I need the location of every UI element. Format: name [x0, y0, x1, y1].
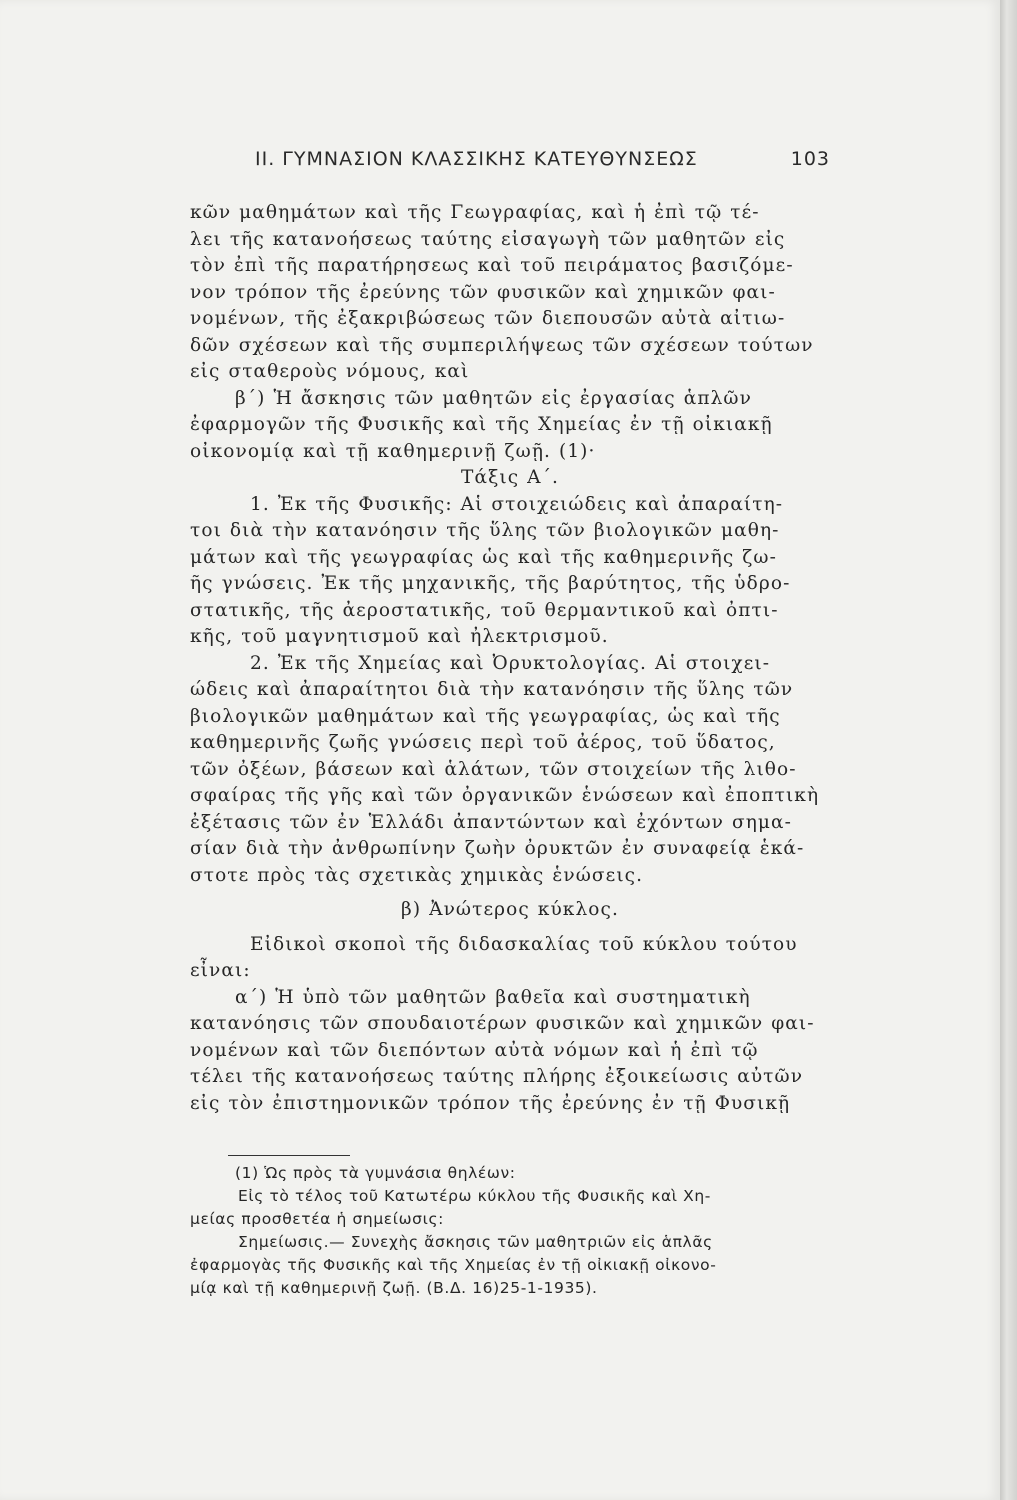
text-line: τὸν ἐπὶ τῆς παρατήρησεως καὶ τοῦ πειράματος βασιζόμε- [190, 255, 794, 276]
text-line: Εἰδικοὶ σκοποὶ τῆς διδασκαλίας τοῦ κύκλου τούτου [250, 933, 798, 955]
text-line: ώδεις καὶ ἀπαραίτητοι διὰ τὴν κατανόησιν τῆς ὕλης τῶν [190, 679, 794, 700]
footnote-line: μίᾳ καὶ τῇ καθημερινῇ ζωῇ. (Β.Δ. 16)25-1-1935). [190, 1279, 598, 1297]
footnote-line: (1) Ὡς πρὸς τὰ γυμνάσια θηλέων: [235, 1164, 516, 1182]
text-line: ἐφαρμογῶν τῆς Φυσικῆς καὶ τῆς Χημείας ἐν τῇ οἰκιακῇ [190, 414, 773, 435]
text-line: 2. Ἐκ τῆς Χημείας καὶ Ὀρυκτολογίας. Αἱ στοιχει- [250, 652, 771, 674]
main-text [190, 200, 830, 1117]
footnote-rule [228, 1155, 350, 1156]
text-line: τῶν ὀξέων, βάσεων καὶ ἁλάτων, τῶν στοιχείων τῆς λιθο- [190, 758, 797, 780]
class-heading: Τάξις Α΄. [461, 467, 559, 488]
text-line: σφαίρας τῆς γῆς καὶ τῶν ὀργανικῶν ἑνώσεων καὶ ἐποπτικὴ [190, 785, 820, 806]
footnote-line: Εἰς τὸ τέλος τοῦ Κατωτέρω κύκλου τῆς Φυσικῆς καὶ Χη- [238, 1187, 712, 1205]
text-line: νομένων καὶ τῶν διεπόντων αὐτὰ νόμων καὶ ἡ ἐπὶ τῷ [190, 1039, 759, 1061]
section-heading: β) Ἀνώτερος κύκλος. [401, 899, 619, 920]
page-number: 103 [790, 148, 830, 170]
text-line: 1. Ἐκ τῆς Φυσικῆς: Αἱ στοιχειώδεις καὶ ἀπαραίτη- [250, 493, 784, 515]
text-line: τοι διὰ τὴν κατανόησιν τῆς ὕλης τῶν βιολογικῶν μαθη- [190, 520, 780, 541]
text-line: στατικῆς, τῆς ἀεροστατικῆς, τοῦ θερμαντικοῦ καὶ ὀπτι- [190, 599, 779, 621]
text-line: νομένων, τῆς ἐξακριβώσεως τῶν διεπουσῶν αὐτὰ αἰτιω- [190, 308, 786, 329]
text-line: ῆς γνώσεις. Ἐκ τῆς μηχανικῆς, τῆς βαρύτητος, τῆς ὑδρο- [190, 573, 791, 594]
text-line: εἶναι: [190, 960, 251, 981]
footnote-line: ἐφαρμογὰς τῆς Φυσικῆς καὶ τῆς Χημείας ἐν τῇ οἰκιακῇ οἰκονο- [190, 1256, 717, 1274]
section-title: ΙΙ. ΓΥΜΝΑΣΙΟΝ ΚΛΑΣΣΙΚΗΣ ΚΑΤΕΥΘΥΝΣΕΩΣ [255, 148, 698, 170]
text-line: καθημερινῆς ζωῆς γνώσεις περὶ τοῦ ἀέρος, τοῦ ὕδατος, [190, 732, 776, 753]
text-line: κῶν μαθημάτων καὶ τῆς Γεωγραφίας, καὶ ἡ ἐπὶ τῷ τέ- [190, 202, 760, 223]
text-line: εἰς τὸν ἐπιστημονικῶν τρόπον τῆς ἐρεύνης ἐν τῇ Φυσικῇ [190, 1092, 791, 1114]
text-line: νον τρόπον τῆς ἐρεύνης τῶν φυσικῶν καὶ χημικῶν φαι- [190, 281, 776, 303]
text-line: δῶν σχέσεων καὶ τῆς συμπεριλήψεως τῶν σχέσεων τούτων [190, 334, 814, 356]
text-line: λει τῆς κατανοήσεως ταύτης εἰσαγωγὴ τῶν μαθητῶν εἰς [190, 228, 786, 250]
text-line: ἐξέτασις τῶν ἐν Ἑλλάδι ἀπαντώντων καὶ ἐχόντων σημα- [190, 811, 792, 833]
text-line: στοτε πρὸς τὰς σχετικὰς χημικὰς ἑνώσεις. [190, 864, 644, 886]
running-header [255, 148, 830, 170]
text-line: α΄) Ἡ ὑπὸ τῶν μαθητῶν βαθεῖα καὶ συστηματικὴ [235, 986, 751, 1008]
footnote-line: μείας προσθετέα ἡ σημείωσις: [190, 1210, 444, 1228]
text-line: σίαν διὰ τὴν ἀνθρωπίνην ζωὴν ὀρυκτῶν ἐν συναφείᾳ ἑκά- [190, 838, 805, 859]
footnotes [190, 1162, 830, 1300]
text-line: εἰς σταθεροὺς νόμους, καὶ [190, 361, 470, 382]
text-line: β΄) Ἡ ἄσκησις τῶν μαθητῶν εἰς ἐργασίας ἁπλῶν [235, 387, 752, 409]
text-line: κατανόησις τῶν σπουδαιοτέρων φυσικῶν καὶ χημικῶν φαι- [190, 1013, 815, 1034]
text-line: μάτων καὶ τῆς γεωγραφίας ὡς καὶ τῆς καθημερινῆς ζω- [190, 546, 777, 568]
page-edge [1000, 0, 1017, 1500]
footnote-line: Σημείωσις.— Συνεχὴς ἄσκησις τῶν μαθητριῶν εἰς ἁπλᾶς [238, 1233, 713, 1251]
text-line: οἰκονομίᾳ καὶ τῇ καθημερινῇ ζωῇ. (1)· [190, 440, 596, 462]
text-line: τέλει τῆς κατανοήσεως ταύτης πλήρης ἐξοικείωσις αὐτῶν [190, 1066, 804, 1087]
text-line: κῆς, τοῦ μαγνητισμοῦ καὶ ἠλεκτρισμοῦ. [190, 626, 609, 647]
text-line: βιολογικῶν μαθημάτων καὶ τῆς γεωγραφίας, ὡς καὶ τῆς [190, 705, 781, 727]
